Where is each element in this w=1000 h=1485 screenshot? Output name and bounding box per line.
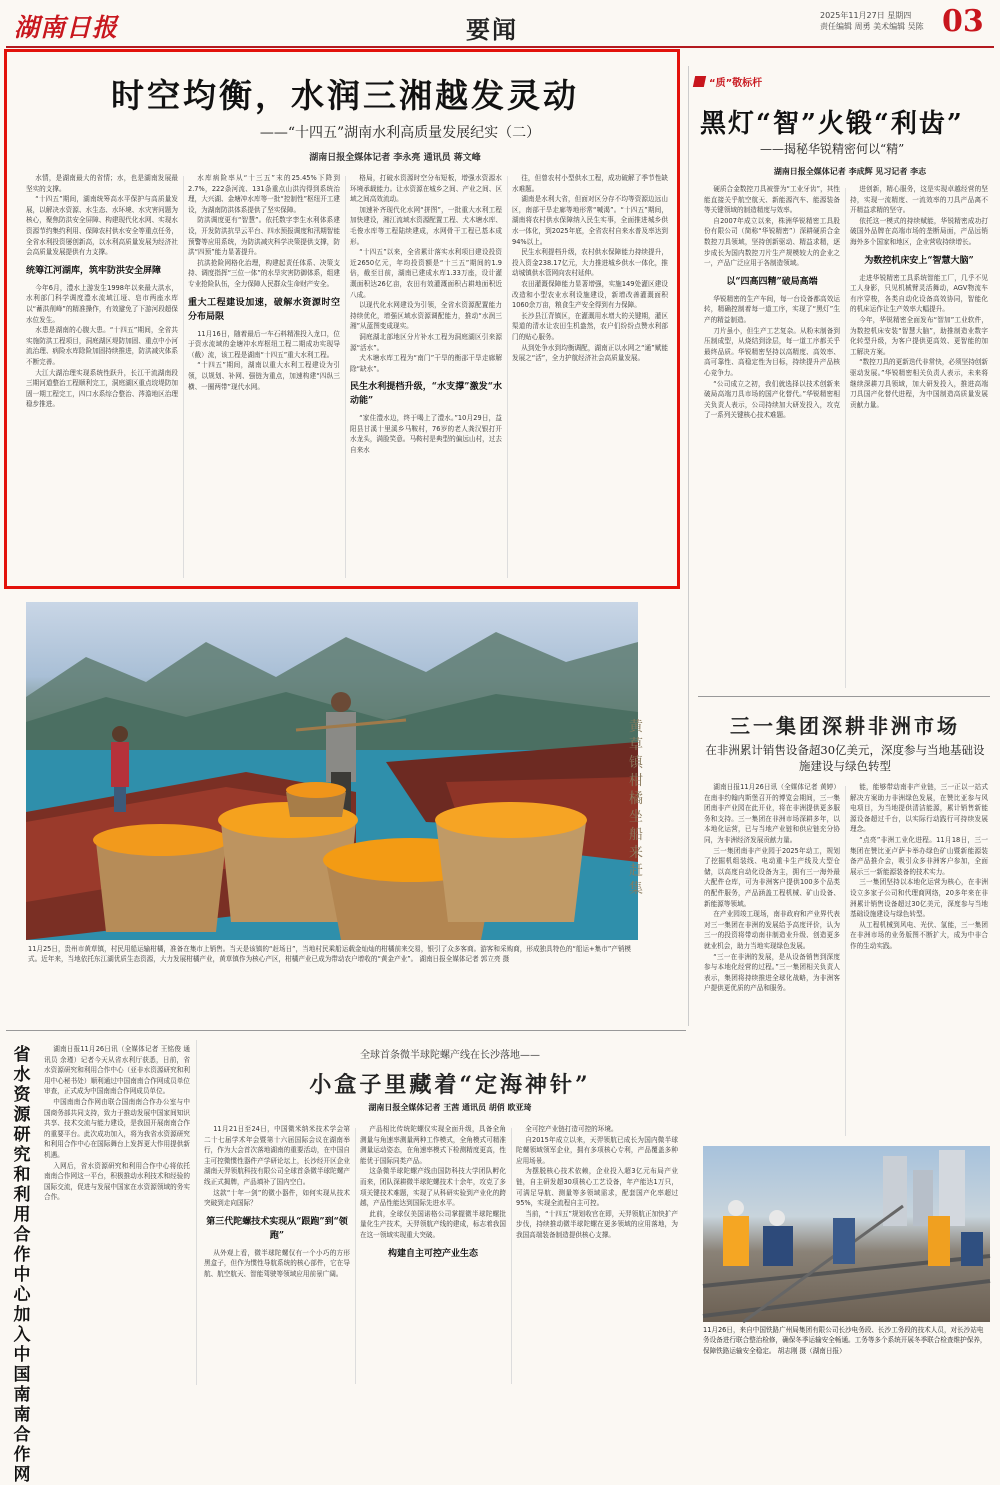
ribbon-label: “质”敬标杆 (709, 78, 763, 89)
lead-subhead: 重大工程建设加速，破解水资源时空分布局限 (188, 297, 340, 322)
news-photo-oranges (26, 602, 638, 940)
paragraph: 华锐精密的生产车间，每一台设备都高效运转，精确控制着每一道工序，实现了“黑灯”生产的精益制造。 (704, 294, 840, 324)
paragraph: 大江大湖治理实现系统性跃升，长江干流湖南段三期河道整治工程顺利完工，洞庭湖区重点垸堤防加固一期工程完工，四口水系综合整治、涔澹地区治理稳步推进。 (26, 368, 178, 409)
gyro-byline: 湖南日报全媒体记者 王茜 通讯员 胡俏 欧亚琦 (368, 1103, 532, 1112)
paragraph: 湖南日报11月26日讯（全媒体记者 王铭俊 通讯员 余瑾）记者今天从省水利厅获悉，日前，省水资源研究和利用合作中心（亚非水资源研究和利用中心秘书处）顺利通过中国南南合作网成员单位审查，正式成为中国南南合作网成员单位。 (44, 1045, 190, 1096)
section-rule (6, 1030, 686, 1031)
paragraph: 湖南是水利大省，但面对区分存不均等资源边远山区，南部干旱走廊等地形常“喊渴”。“十四五”期间，湖南将农村供水保障纳入民生实事，全面推进城乡供水一体化，到2025年底，全省农村自来水普及率达到94%以上。 (512, 195, 668, 246)
paragraph: 今年，华锐精密全面发布“智加”工业软件，为数控机床安装“智慧大脑”，助推制造业数字化转型升级，为客户提供更高效、更智能的加工解决方案。 (850, 315, 988, 356)
paragraph: 农田灌溉保障能力显著增强，实施149处灌区建设改造和小型农业水利设施建设，新增改善灌溉面积1060余万亩，粮食生产安全得到有力保障。 (512, 279, 668, 310)
sany-column-1 (704, 782, 840, 1140)
paragraph: 水库病险率从“十三五”末的25.45%下降到2.7%，222条河流、131条重点山洪沟得到系统治理，大兴湖、金塘冲水库等一批“控制性”枢纽开工建设，为湖南防洪体系提供了坚实保障。 (188, 174, 340, 214)
gyro-column-2 (360, 1124, 506, 1386)
column-divider (845, 786, 846, 1136)
lead-subhead: 民生水利提档升级，“水支撑”激发“水动能” (350, 382, 502, 407)
column-ribbon (694, 74, 762, 89)
paragraph: 抗洪抢险网格化治理，构建起责任体系、决策支持、调度指挥“三位一体”的水旱灾害防御体系，组建专业抢险队伍，全力保障人民群众生命财产安全。 (188, 258, 340, 288)
water-center-headline: 省水资源研究和利用合作中心加入中国南南合作网 (13, 1045, 31, 1485)
news-photo-railway (703, 1146, 990, 1322)
paragraph: 自2015年成立以来，天羿领航已成长为国内微半球陀螺领域领军企业，拥有多项核心专利，产品覆盖多种应用场景。 (516, 1135, 678, 1165)
paragraph: 当前，“十四五”规划收官在即，天羿领航正加快扩产步伐，持续推动微半球陀螺在更多领域的应用落地，为我国高端装备制造提供核心支撑。 (516, 1209, 678, 1239)
paragraph: 格局，打破水资源时空分布短板，增强水资源水环境承载能力。让水资源在城乡之间、产业之间、区域之间高效流动。 (350, 174, 502, 204)
paragraph: 以现代化水网建设为引领，全省水资源配置能力持续优化，增强区域水资源调配能力，推动“水润三湘”从蓝图变成现实。 (350, 301, 502, 331)
paragraph: 这款“十年一剑”的微小器件，如何实现从技术突破到走向国际？ (204, 1188, 350, 1208)
gyro-headline: 小盒子里藏着“定海神针” (309, 1072, 591, 1098)
lead-byline: 湖南日报全媒体记者 李永亮 通讯员 蒋文峰 (309, 153, 481, 163)
photo-illustration (703, 1146, 990, 1322)
paragraph: “点亮”非洲工业化进程。11月18日，三一集团在赞比亚卢萨卡举办绿色矿山暨新能源装备产品推介会，吸引众多非洲客户参加，全面展示三一新能源装备的技术实力。 (850, 835, 988, 876)
paragraph: “十四五”期间，湖南统筹高水平保护与高质量发展，以解决水资源、水生态、水环境、水灾害问题为核心，聚焦防洪安全屏障、构建现代化水网、实现水资源节约集约利用、保障农村供水安全等重点任务，全省水利投资屡创新高，以水利高质量发展为经济社会高质量发展提供有力支撑。 (26, 195, 178, 257)
right-subhead: 为数控机床安上“智慧大脑” (864, 255, 974, 266)
photo-caption: 11月25日，贵州市黄草镇，村民用船运输柑橘，准备在集市上销售。当天是该镇的“赶场日”，当地村民乘船运载金灿灿的柑橘前来交易，银引了众多客商。游客和采购商，形成独具特色的“船运+集市”产销模式。近年来，当地依托东江湖优质生态资源，大力发展柑橘产业，黄草镇作为核心产区，柑橘产业已成为带动农户增收的“黄金产业”。 湖南日报全媒体记者 郭立亮 摄 (28, 945, 632, 964)
paragraph: 三一集团南非产业园于2025年动工，规划了挖掘机组装线、电动重卡生产线及大型仓储，以高度自动化设备为主，拥有三一海外最大配件仓库，可为非洲客户提供100多个品类的配件服务，产品涵盖工程机械、矿山设备、新能源等领域。 (704, 846, 840, 908)
sany-subheadline: 在非洲累计销售设备超30亿美元，深度参与当地基础设施建设与绿色转型 (705, 743, 985, 773)
paragraph: 水患是湖南的心腹大患。“十四五”期间，全省共实施防洪工程项目，洞庭湖区堤防加固、重点中小河流治理、病险水库除险加固持续推进，防洪减灾体系不断完善。 (26, 326, 178, 366)
paragraph: 为摆脱核心技术依赖，企业投入超3亿元布局产业链，自主研发超30项核心工艺设备，年产能达1万只，可满足导航、测量等多领域需求，配套国产化率超过95%，实现全流程自主可控。 (516, 1167, 678, 1208)
masthead-rule (6, 46, 994, 48)
paragraph: 产品相比传统陀螺仪实现全面升级，具备全角测量与角速率测量两种工作模式，全角模式可精准测量运动姿态，在角速率模式下检测精度更高，性能优于国际同类产品。 (360, 1125, 506, 1165)
date-meta: 2025年11月27日 星期四 责任编辑 周勇 美术编辑 吴陈 (820, 11, 924, 31)
right-subheadline: ——揭秘华锐精密何以“精” (760, 142, 905, 156)
paragraph: 水情，是湖南最大的省情；水，也是湖南发展最坚实的支撑。 (26, 174, 178, 193)
photo-illustration (26, 602, 638, 940)
column-divider (355, 1128, 356, 1384)
lead-subhead: 统筹江河湖库，筑牢防洪安全屏障 (26, 265, 162, 276)
paragraph: 防洪调度更有“智慧”。依托数字孪生水利体系建设，开发防洪抗旱云平台、四水预报调度和汛期智能预警等应用系统，为防洪减灾科学决策提供支撑，防洪“四预”能力显著提升。 (188, 216, 340, 257)
paragraph: 依托这一模式的持续赋能，华锐精密成功打破国外品牌在高端市场的垄断局面，产品远销海外多个国家和地区，企业营收持续增长。 (850, 216, 988, 246)
paragraph: 民生水利提档升级，农村供水保障能力持续提升，投入资金238.17亿元，大力推进城乡供水一体化，推动城镇供水管网向农村延伸。 (512, 248, 668, 278)
paragraph: 从工程机械到风电、光伏、氢能，三一集团在非洲市场的业务版图不断扩大，成为中非合作的生动实践。 (850, 920, 988, 950)
sany-headline: 三一集团深耕非洲市场 (730, 714, 960, 738)
paragraph: 长沙县江背镇区，在灌溉用水增大的关键期，灌区渠道的清水让农田生机盎然，农户们纷纷点赞水利部门的贴心服务。 (512, 311, 668, 341)
paragraph: “公司成立之初，我们就选择以技术创新来破局高端刀具市场的国产化替代。”华锐精密相关负责人表示，公司持续加大研发投入，攻克了一系列关键核心技术难题。 (704, 379, 840, 420)
orange-basket (93, 824, 229, 932)
column-divider (196, 1040, 197, 1385)
paragraph: 刀片虽小，但生产工艺复杂。从粉末制备到压制成型，从烧结到涂层，每一道工序都关乎最终品质。华锐精密坚持以高精度、高效率、高可靠性、高稳定性为目标，持续提升产品核心竞争力。 (704, 326, 840, 377)
paragraph: 湖南日报11月26日讯（全媒体记者 黄婷）在南非约翰内斯堡召开的博览会期间，三一集团南非产业园在此开业，将在非洲提供更多服务和支持。三一集团在非洲市场深耕多年，以本地化运营，已与当地产业链和供应链充分协同，为非洲经济发展贡献力量。 (704, 783, 840, 844)
gyro-column-1 (204, 1124, 350, 1386)
paragraph: 洞庭湖北部地区分片补水工程为洞庭湖区引来源源“活水”。 (350, 332, 502, 352)
orange-basket (435, 802, 587, 922)
paragraph: 此前，全球仅美国诺格公司掌握微半球陀螺批量化生产技术，天羿领航产线的建成，标志着我国在这一领域实现重大突破。 (360, 1209, 506, 1239)
paragraph: 能，能够带动南非产业链，三一正以一站式解决方案助力非洲绿色发展，在赞比亚参与风电项目，为当地提供清洁能源，累计销售新能源设备超过千台，以实际行动践行可持续发展理念。 (850, 783, 988, 834)
right-column-1 (704, 184, 840, 694)
lead-column-2 (188, 173, 340, 581)
column-divider (183, 176, 184, 578)
ribbon-mark-icon (693, 76, 706, 87)
lead-column-1 (26, 173, 178, 581)
paragraph: 今年6月，澧水上游发生1998年以来最大洪水，水利部门科学调度澧水流域江垭、皂市两座水库以“蓄洪削峰”的精准操作，有效避免了下游河段超保水位发生。 (26, 283, 178, 324)
right-column-rule (688, 66, 689, 1026)
gyro-kicker: 全球首条微半球陀螺产线在长沙落地—— (360, 1050, 540, 1061)
paragraph: 加速补齐现代化水网“拼图”，一批重大水利工程加快建设，湘江流域水资源配置工程、犬木塘水库、毛俊水库等工程陆续建成，水网骨干工程已基本成形。 (350, 205, 502, 246)
right-headline: 黑灯“智”火锻“利齿” (700, 109, 964, 139)
rail-photo-caption: 11月26日，来自中国铁路广州局集团有限公司长沙电务段、长沙工务段的技术人员，对长沙站电务设备进行联合整治检修，确保冬季运输安全畅通。工务等多个系统开展冬季联合检查维护保养，保障铁路运输安全稳定。 胡志刚 摄（湖南日报） (703, 1326, 987, 1355)
sany-column-2 (850, 782, 988, 1140)
paragraph: 中国南南合作网由联合国南南合作办公室与中国商务部共同支持，致力于推动发展中国家间知识共享、技术交流与能力建设，是我国开展南南合作的重要平台。此次成功加入，将为我省水资源研究和利用合作中心在国际舞台上发挥更大作用提供新机遇。 (44, 1097, 190, 1159)
gyro-subhead: 构建自主可控产业生态 (387, 1248, 478, 1259)
orange-basket (286, 782, 346, 817)
paragraph: 从到处争水到均衡调配，湖南正以水网之“通”赋能发展之“活”，全力护航经济社会高质量发展。 (512, 343, 668, 363)
section-rule (698, 696, 990, 697)
lead-subheadline: ——“十四五”湖南水利高质量发展纪实（二） (259, 125, 541, 141)
column-divider (511, 1128, 512, 1384)
paragraph: 进创新，精心服务，这是实现卓越经营的坚持，实现一流精度、一流效率的刀具产品离不开精益求精的坚守。 (850, 185, 988, 215)
paragraph: “十四五”以来，全省累计落实水利项目建设投资近2650亿元，年均投资额是“十三五”期间的1.9倍，截至目前，湖南已建成水库1.33万座，设计灌溉面积达26亿亩，农田有效灌溉面积占耕地面积近八成。 (350, 248, 502, 299)
gyro-column-3 (516, 1124, 678, 1386)
paragraph: 入网后，省水资源研究和利用合作中心将依托南南合作网这一平台，积极推动水利技术和经验的国际交流，促进与发展中国家在水资源领域的务实合作。 (44, 1161, 190, 1202)
page-number: 03 (942, 4, 984, 39)
paragraph: 走进华锐精密工具系统智能工厂，几乎不见工人身影，只见机械臂灵活舞动，AGV物流车有序穿梭，各类自动化设备高效协同，智能化的机床运作让生产效率大幅提升。 (850, 273, 988, 314)
photo-vertical-caption: 黄草镇柑橘 坐船来赶集 (629, 719, 643, 897)
paragraph: “数控刀具的更新迭代非常快，必须坚持创新驱动发展。”华锐精密相关负责人表示，未来将继续深耕刀具领域，加大研发投入，推进高端刀具国产化替代进程，为中国制造高质量发展贡献力量。 (850, 358, 988, 409)
lead-headline: 时空均衡，水润三湘越发灵动 (111, 76, 579, 115)
section-title: 要闻 (466, 15, 518, 44)
paragraph: “三一在非洲的发展，是从设备销售到深度参与本地化经营的过程。”三一集团相关负责人表示，集团将持续推进全球化战略，为非洲客户提供更优质的产品和服务。 (704, 952, 840, 993)
right-column-2 (850, 184, 988, 694)
masthead-logo: 湖南日报 (14, 13, 119, 42)
lead-column-3 (350, 173, 502, 581)
paragraph: 在产业园竣工现场，南非政府和产业界代表对三一集团在非洲的发展给予高度评价，认为三一的投资将带动南非制造业升级、创造更多就业机会，助力当地实现绿色发展。 (704, 910, 840, 950)
column-divider (845, 188, 846, 688)
gyro-subhead: 第三代陀螺技术实现从“跟跑”到“领跑” (206, 1216, 348, 1241)
paragraph: 11月16日，随着最后一车石料精准投入龙口，位于资水流域的金塘冲水库枢纽工程二期成功实现导（截）流，该工程是湖南“十四五”重大水利工程。 (188, 329, 340, 359)
paragraph: “家住澧水边，终于喝上了澧水。”10月29日，益阳县甘溪十里溪乡马鞍村，76岁的老人龚汉银打开水龙头，满脸笑意。马鞍村是典型的偏远山村，过去自来水 (350, 414, 502, 455)
paragraph: 硬质合金数控刀具被誉为“工业牙齿”，其性能直接关乎航空航天、新能源汽车、能源装备等关键领域的制造精度与效率。 (704, 185, 840, 215)
right-byline: 湖南日报全媒体记者 李成辉 见习记者 李志 (773, 167, 927, 176)
paragraph: 三一集团坚持以本地化运营为核心，在非洲设立多家子公司和代理商网络，20多年来在非洲累计销售设备超过30亿美元，深度参与当地基础设施建设与绿色转型。 (850, 878, 988, 919)
water-center-body (44, 1044, 190, 1384)
column-divider (345, 176, 346, 578)
paragraph: “十四五”期间，湖南以重大水利工程建设为引领，以规划、补网、强链为重点，加速构建“四纵三横、一圈两带”现代水网。 (188, 361, 340, 391)
paragraph: 自2007年成立以来，株洲华锐精密工具股份有限公司（简称“华锐精密”）深耕硬质合金数控刀具领域，坚持创新驱动、精益求精，逐步成长为国内数控刀片生产规模较大的企业之一，产品广泛应用于各制造领域。 (704, 216, 840, 268)
paragraph: 11月21日至24日，中国微米纳米技术学会第二十七届学术年会暨第十六届国际会议在湖南举行，作为大会首次落地湖南的重要活动，在中国自主可控微惯性器件产学研论坛上，长沙经开区企业湖南天羿领航科技有限公司全球首条微半球陀螺产线正式揭牌，产品填补了国内空白。 (204, 1125, 350, 1186)
paragraph: 从外观上看，微半球陀螺仅有一个小巧的方形黑盒子，但作为惯性导航系统的核心部件，它在导航、航空航天、智能驾驶等领域应用前景广阔。 (204, 1248, 350, 1278)
lead-column-4 (512, 173, 668, 581)
paragraph: 犬木塘水库工程为“南门”干旱的衡邵干旱走廊解除“缺水”。 (350, 354, 502, 373)
paragraph: 这条微半球陀螺产线由国防科技大学团队孵化而来，团队深耕微半球陀螺技术十余年，攻克了多项关键技术难题，实现了从科研实验到产业化的跨越，产品性能达到国际先进水平。 (360, 1167, 506, 1208)
column-divider (507, 176, 508, 578)
paragraph: 全可控产业链打造可控的环境。 (525, 1125, 618, 1133)
paragraph: 往，但曾农村小型供水工程，成功破解了季节性缺水难题。 (512, 174, 668, 193)
right-subhead: 以“四高四精”破局高端 (726, 276, 818, 287)
